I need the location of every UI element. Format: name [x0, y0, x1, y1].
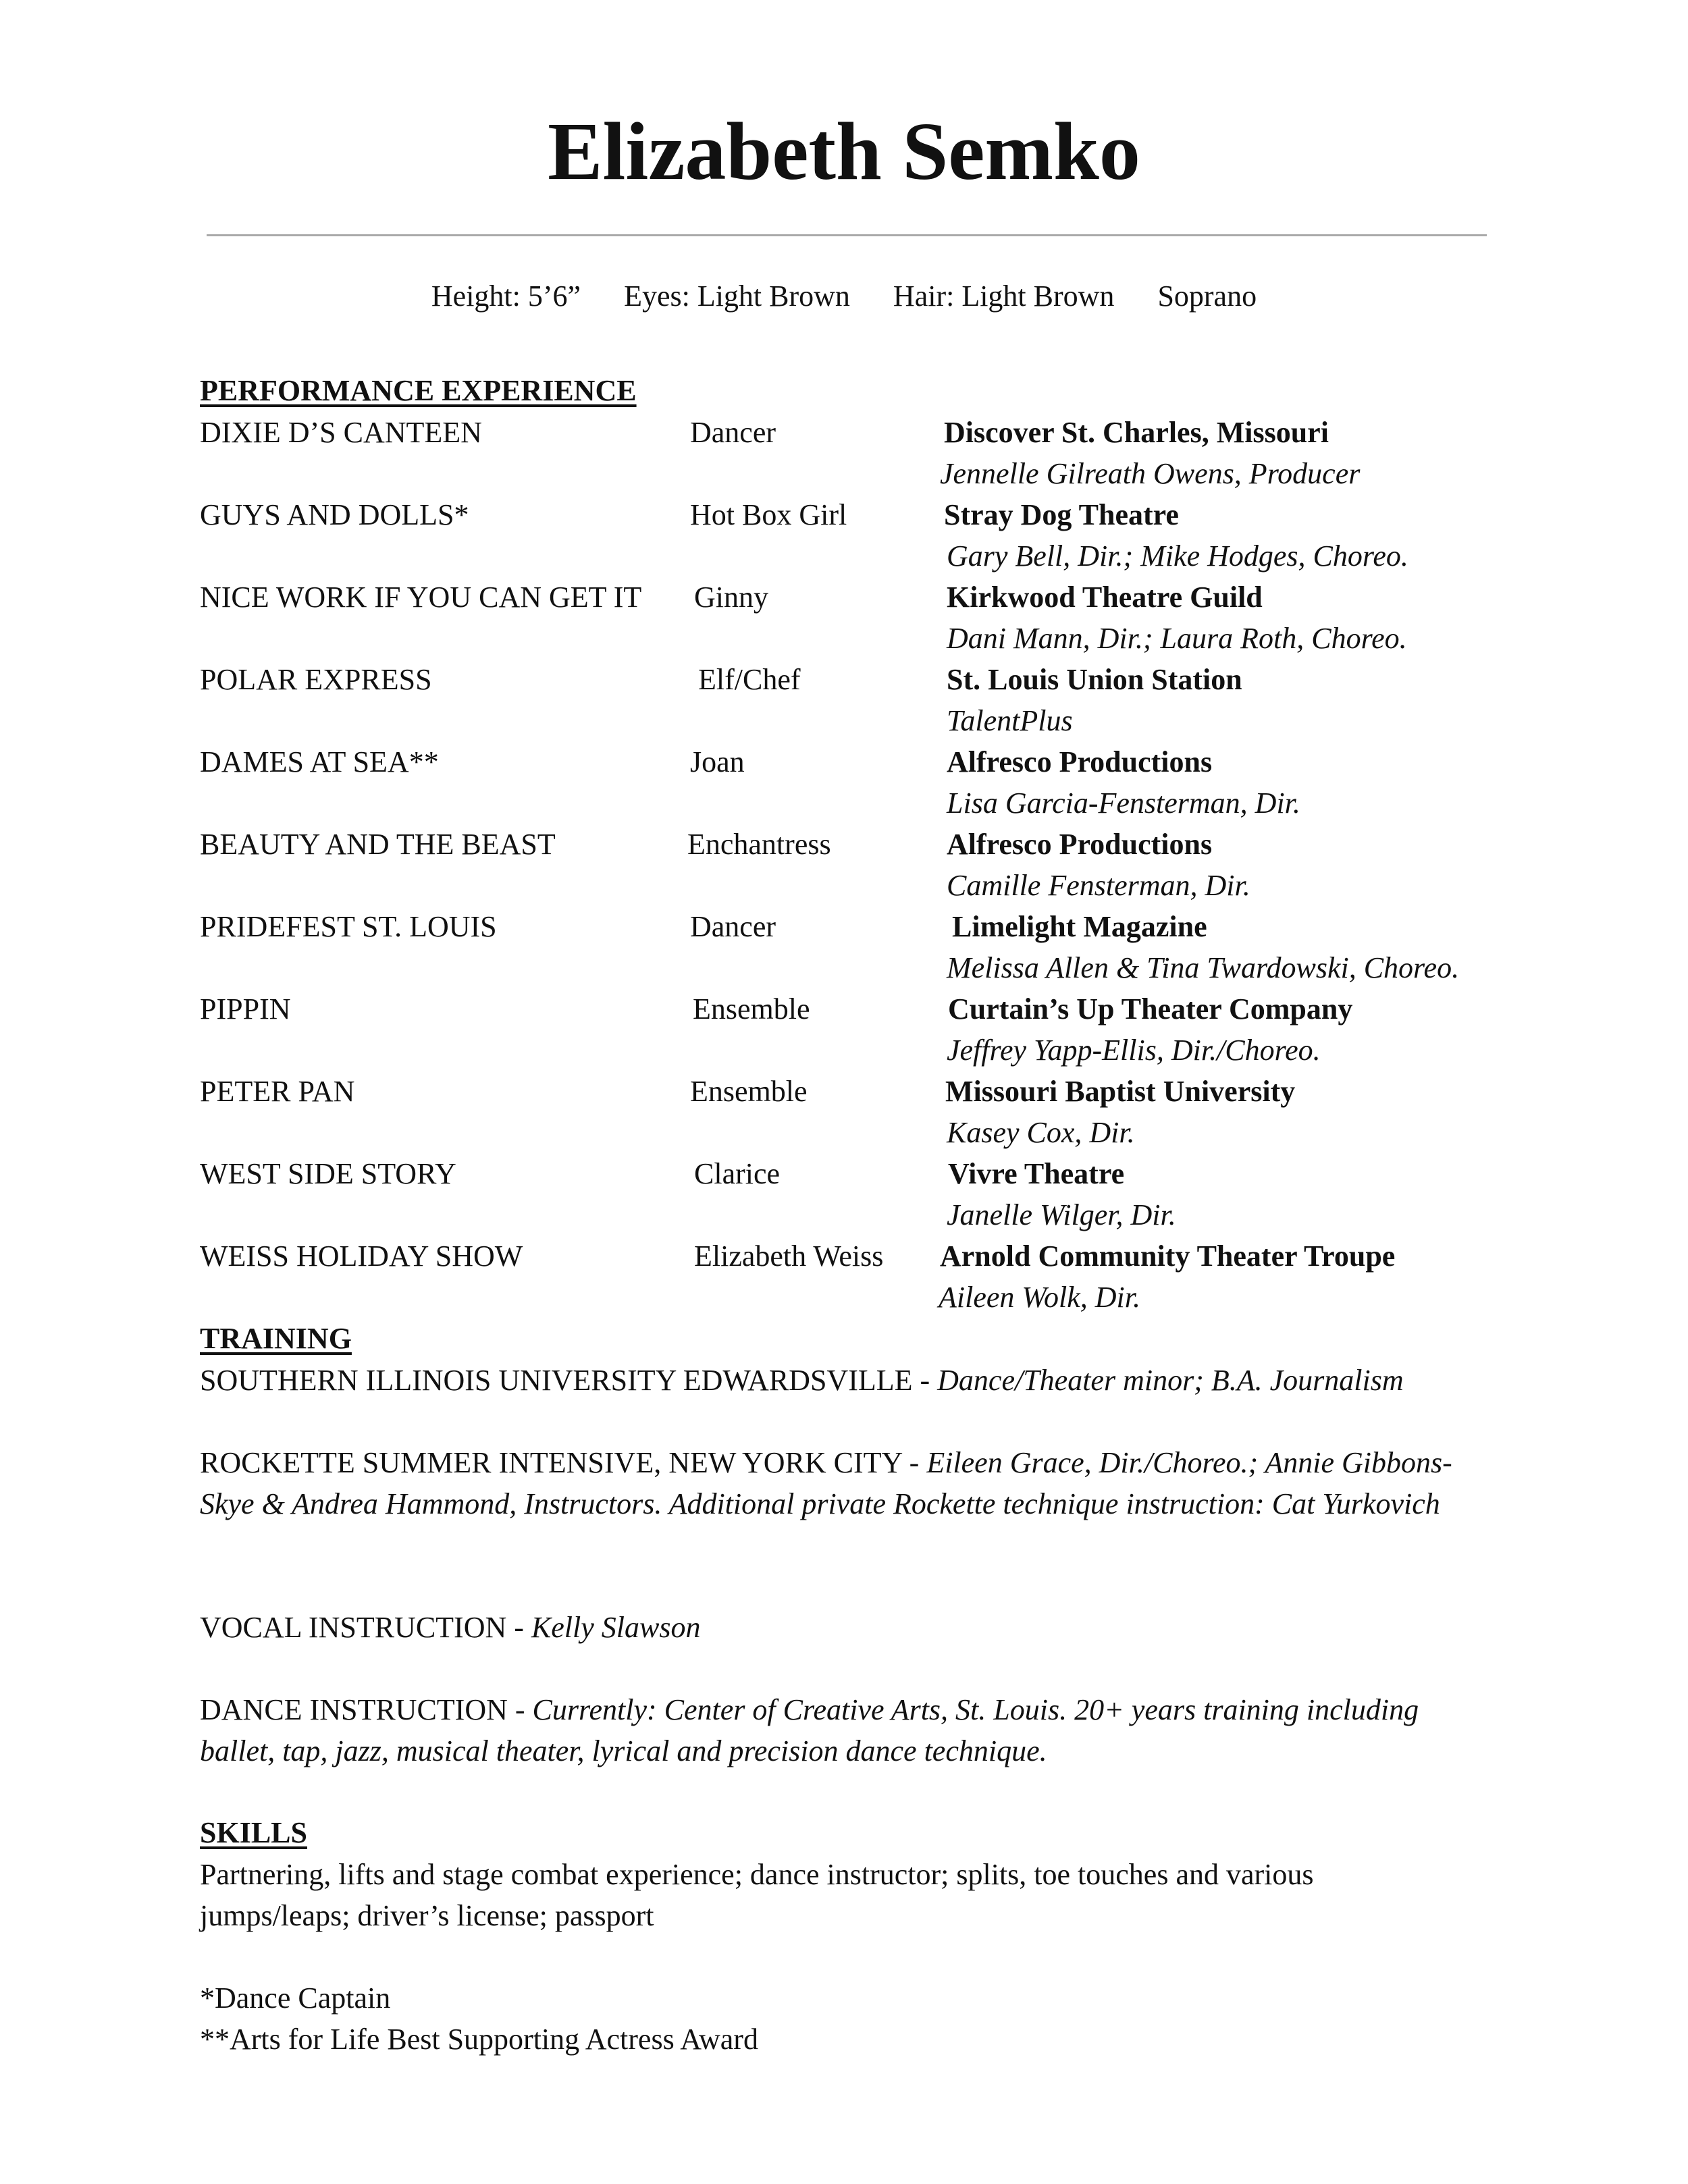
venue-name: St. Louis Union Station: [947, 663, 1242, 696]
role-name: Enchantress: [687, 828, 831, 861]
show-title: PIPPIN: [200, 992, 291, 1026]
production-credit: Jennelle Gilreath Owens, Producer: [940, 457, 1361, 490]
production-credit: Kasey Cox, Dir.: [947, 1116, 1135, 1149]
training-label: SOUTHERN ILLINOIS UNIVERSITY EDWARDSVILLE -: [200, 1364, 938, 1397]
role-name: Joan: [690, 745, 745, 778]
training-item: [200, 1607, 1483, 1648]
production-credit: Lisa Garcia-Fensterman, Dir.: [947, 787, 1300, 820]
footnote-dance-captain: *Dance Captain: [200, 1981, 391, 2015]
credit-row: [0, 906, 1688, 988]
credit-row: [0, 494, 1688, 577]
show-title: WEST SIDE STORY: [200, 1157, 456, 1190]
venue-name: Alfresco Productions: [947, 828, 1213, 861]
credit-row: [0, 659, 1688, 741]
production-credit: Melissa Allen & Tina Twardowski, Choreo.: [947, 951, 1460, 984]
production-credit: Camille Fensterman, Dir.: [947, 869, 1250, 902]
physical-stats: [0, 276, 1688, 317]
credit-row: [0, 988, 1688, 1071]
training-item: [200, 1442, 1483, 1524]
resume-name: Elizabeth Semko: [548, 106, 1140, 197]
venue-name: Kirkwood Theatre Guild: [947, 581, 1263, 614]
show-title: WEISS HOLIDAY SHOW: [200, 1240, 523, 1273]
role-name: Clarice: [694, 1157, 781, 1190]
venue-name: Alfresco Productions: [947, 745, 1213, 778]
footnote-award: **Arts for Life Best Supporting Actress Award: [200, 2023, 758, 2056]
show-title: BEAUTY AND THE BEAST: [200, 828, 556, 861]
role-name: Ensemble: [693, 992, 810, 1026]
training-detail: Currently: Center of Creative Arts, St. Louis. 20+ years training including ballet, tap, jazz, musical theater, lyrical and precision dance technique.: [200, 1693, 1419, 1767]
role-name: Ginny: [694, 581, 768, 614]
venue-name: Stray Dog Theatre: [944, 498, 1179, 531]
training-label: DANCE INSTRUCTION -: [200, 1693, 533, 1726]
skills-text: Partnering, lifts and stage combat experience; dance instructor; splits, toe touches and various jumps/leaps; driver’s license; passport: [200, 1858, 1314, 1932]
role-name: Ensemble: [690, 1075, 808, 1108]
training-detail: Kelly Slawson: [531, 1611, 701, 1644]
training-item: [200, 1689, 1483, 1772]
production-credit: Aileen Wolk, Dir.: [939, 1281, 1140, 1314]
stat-hair: Hair: Light Brown: [893, 279, 1115, 313]
header-divider: [207, 234, 1487, 236]
show-title: DIXIE D’S CANTEEN: [200, 416, 482, 449]
training-label: VOCAL INSTRUCTION -: [200, 1611, 531, 1644]
role-name: Dancer: [690, 416, 776, 449]
show-title: NICE WORK IF YOU CAN GET IT: [200, 581, 642, 614]
skills-heading: SKILLS: [200, 1816, 307, 1849]
training-label: ROCKETTE SUMMER INTENSIVE, NEW YORK CITY -: [200, 1446, 927, 1479]
credit-row: [0, 1235, 1688, 1318]
training-detail: Dance/Theater minor; B.A. Journalism: [937, 1364, 1404, 1397]
show-title: POLAR EXPRESS: [200, 663, 432, 696]
credit-row: [0, 824, 1688, 906]
credit-row: [0, 412, 1688, 494]
venue-name: Discover St. Charles, Missouri: [944, 416, 1329, 449]
stat-eyes: Eyes: Light Brown: [624, 279, 850, 313]
venue-name: Arnold Community Theater Troupe: [940, 1240, 1396, 1273]
training-heading: TRAINING: [200, 1322, 352, 1355]
credit-row: [0, 1071, 1688, 1153]
training-detail: Eileen Grace, Dir./Choreo.; Annie Gibbons-Skye & Andrea Hammond, Instructors. Additional private Rockette technique instruction: Cat Yurkovich: [200, 1446, 1452, 1520]
performance-heading: PERFORMANCE EXPERIENCE: [200, 374, 637, 407]
venue-name: Curtain’s Up Theater Company: [948, 992, 1353, 1026]
credit-row: [0, 577, 1688, 659]
show-title: GUYS AND DOLLS*: [200, 498, 469, 531]
training-item: [200, 1360, 1483, 1401]
production-credit: Dani Mann, Dir.; Laura Roth, Choreo.: [947, 622, 1407, 655]
role-name: Elizabeth Weiss: [694, 1240, 884, 1273]
show-title: DAMES AT SEA**: [200, 745, 439, 778]
stat-height: Height: 5’6”: [431, 279, 581, 313]
venue-name: Missouri Baptist University: [945, 1075, 1296, 1108]
production-credit: TalentPlus: [947, 704, 1073, 737]
venue-name: Vivre Theatre: [948, 1157, 1125, 1190]
credit-row: [0, 741, 1688, 824]
role-name: Dancer: [690, 910, 776, 943]
stat-voice: Soprano: [1157, 279, 1257, 313]
role-name: Hot Box Girl: [690, 498, 847, 531]
credit-row: [0, 1153, 1688, 1235]
show-title: PRIDEFEST ST. LOUIS: [200, 910, 497, 943]
production-credit: Jeffrey Yapp-Ellis, Dir./Choreo.: [947, 1034, 1321, 1067]
production-credit: Gary Bell, Dir.; Mike Hodges, Choreo.: [947, 539, 1408, 572]
role-name: Elf/Chef: [698, 663, 801, 696]
production-credit: Janelle Wilger, Dir.: [947, 1198, 1176, 1231]
venue-name: Limelight Magazine: [952, 910, 1207, 943]
show-title: PETER PAN: [200, 1075, 355, 1108]
